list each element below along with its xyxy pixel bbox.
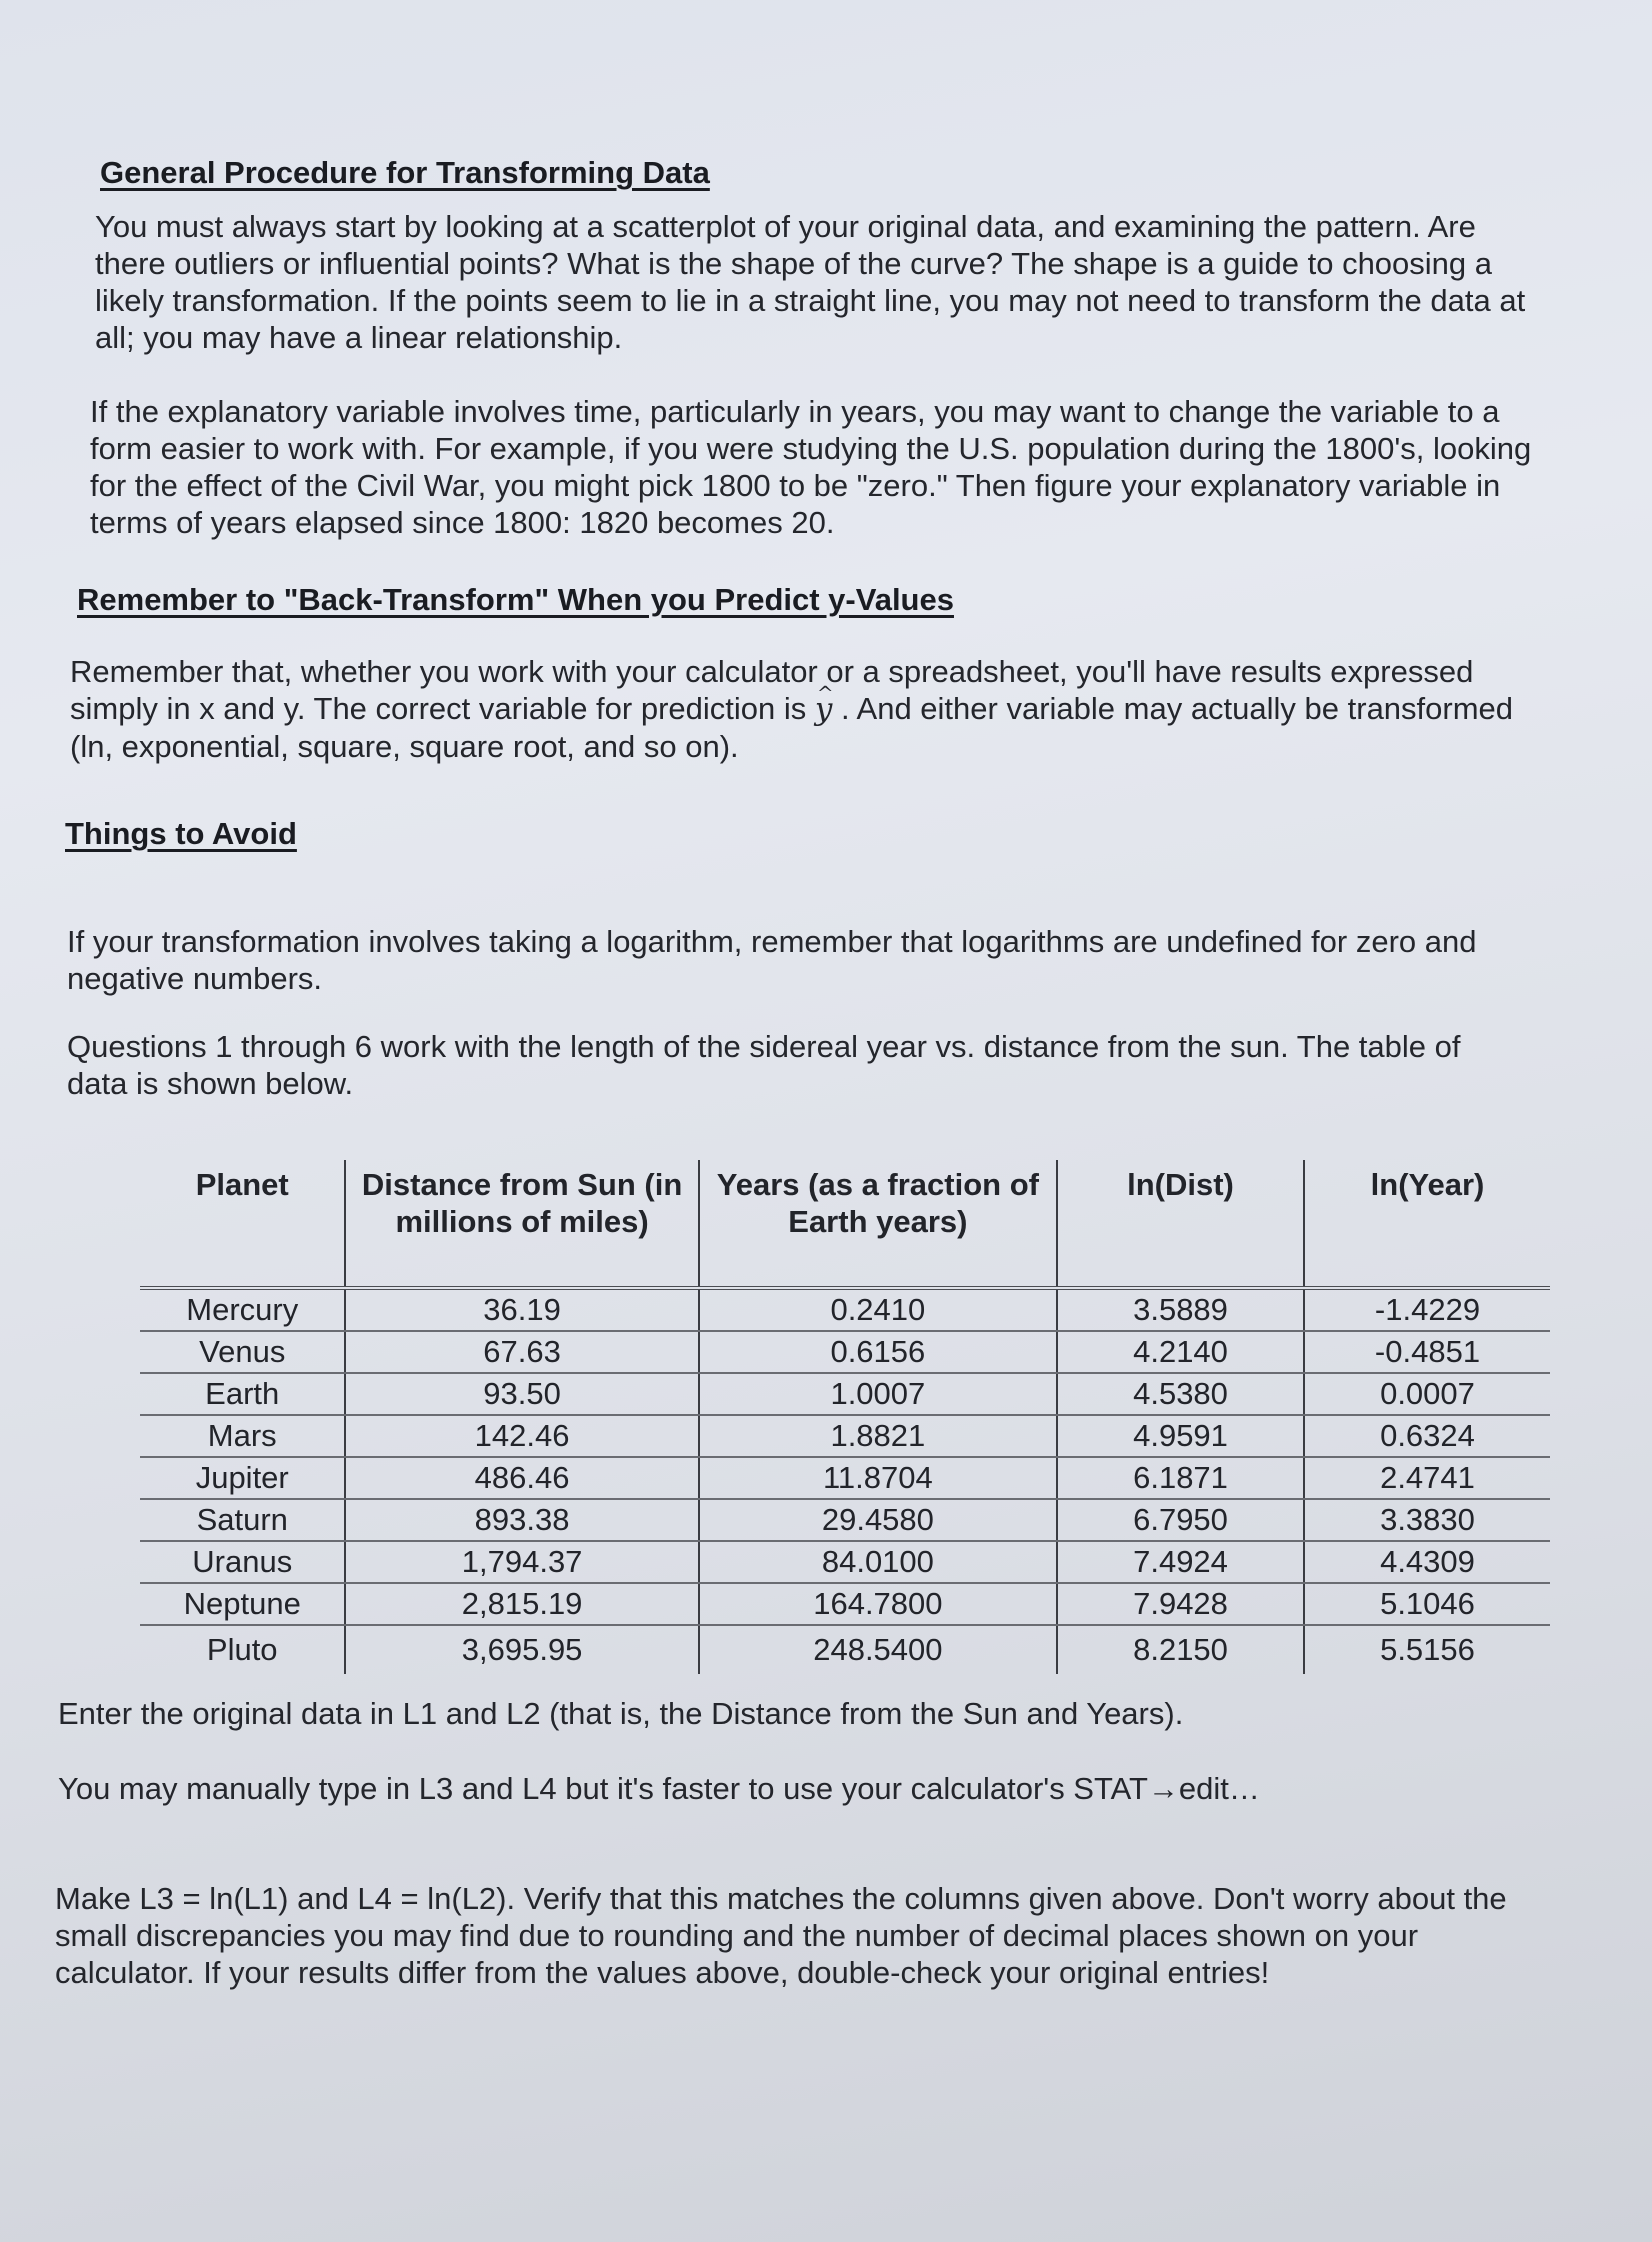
header-planet: Planet <box>195 1167 289 1202</box>
cell-ln-dist: 7.9428 <box>1057 1583 1304 1625</box>
cell-years: 1.0007 <box>699 1373 1057 1415</box>
cell-ln-year: -1.4229 <box>1304 1288 1550 1331</box>
cell-distance: 142.46 <box>345 1415 698 1457</box>
planet-data-table <box>140 1160 1550 1674</box>
cell-distance: 1,794.37 <box>345 1541 698 1583</box>
cell-years: 11.8704 <box>699 1457 1057 1499</box>
cell-ln-year: 4.4309 <box>1304 1541 1550 1583</box>
table-row <box>140 1373 1550 1415</box>
cell-ln-year: 5.5156 <box>1304 1625 1550 1674</box>
back-transform-text-end: . And either variable may actually be transformed (ln, exponential, square, square root, and so on). <box>70 691 1514 764</box>
paragraph-back-transform <box>70 653 1530 765</box>
cell-ln-dist: 7.4924 <box>1057 1541 1304 1583</box>
cell-ln-year: 5.1046 <box>1304 1583 1550 1625</box>
back-transform-text-start: Remember that, whether you work with your calculator or a spreadsheet, you'll have results expressed simply in x and y. The correct variable for prediction is <box>70 654 1474 726</box>
cell-ln-year: 0.6324 <box>1304 1415 1550 1457</box>
paragraph-scatterplot: You must always start by looking at a scatterplot of your original data, and examining the pattern. Are there outliers or influential points? What is the shape of the curve? The shape is a guide to choosing a likely transformation. If the points seem to lie in a straight line, you may not need to transform the data at all; you may have a linear relationship. <box>95 209 1526 355</box>
table-row <box>140 1288 1550 1331</box>
cell-ln-dist: 4.2140 <box>1057 1331 1304 1373</box>
cell-distance: 67.63 <box>345 1331 698 1373</box>
cell-ln-dist: 6.7950 <box>1057 1499 1304 1541</box>
heading-general-procedure: General Procedure for Transforming Data <box>100 155 710 190</box>
header-ln-year: ln(Year) <box>1304 1160 1550 1288</box>
cell-years: 248.5400 <box>699 1625 1057 1674</box>
cell-planet: Mercury <box>140 1288 345 1331</box>
table-row <box>140 1331 1550 1373</box>
cell-distance: 93.50 <box>345 1373 698 1415</box>
cell-ln-year: 2.4741 <box>1304 1457 1550 1499</box>
cell-ln-year: 3.3830 <box>1304 1499 1550 1541</box>
header-years: Years (as a fraction of Earth years) <box>699 1160 1057 1288</box>
cell-planet: Uranus <box>140 1541 345 1583</box>
cell-planet: Jupiter <box>140 1457 345 1499</box>
cell-ln-year: -0.4851 <box>1304 1331 1550 1373</box>
cell-planet: Earth <box>140 1373 345 1415</box>
cell-planet: Neptune <box>140 1583 345 1625</box>
table-row <box>140 1415 1550 1457</box>
cell-years: 164.7800 <box>699 1583 1057 1625</box>
cell-distance: 2,815.19 <box>345 1583 698 1625</box>
cell-years: 0.2410 <box>699 1288 1057 1331</box>
table-row <box>140 1541 1550 1583</box>
table-row <box>140 1457 1550 1499</box>
paragraph-enter-data: Enter the original data in L1 and L2 (that is, the Distance from the Sun and Years). <box>58 1696 1184 1731</box>
heading-things-to-avoid: Things to Avoid <box>65 816 297 851</box>
cell-distance: 36.19 <box>345 1288 698 1331</box>
paragraph-questions-intro: Questions 1 through 6 work with the length of the sidereal year vs. distance from the sun. The table of data is shown below. <box>67 1029 1461 1101</box>
header-ln-dist: ln(Dist) <box>1057 1160 1304 1288</box>
cell-planet: Mars <box>140 1415 345 1457</box>
cell-planet: Venus <box>140 1331 345 1373</box>
cell-planet: Pluto <box>206 1632 278 1667</box>
paragraph-explanatory-variable: If the explanatory variable involves time, particularly in years, you may want to change the variable to a form easier to work with. For example, if you were studying the U.S. population during the 1800's, looking for the effect of the Civil War, you might pick 1800 to be "zero." Then figure your explanatory variable in terms of years elapsed since 1800: 1820 becomes 20. <box>90 394 1532 540</box>
cell-years: 1.8821 <box>699 1415 1057 1457</box>
cell-ln-dist: 8.2150 <box>1057 1625 1304 1674</box>
paragraph-logarithm: If your transformation involves taking a logarithm, remember that logarithms are undefined for zero and negative numbers. <box>67 924 1477 996</box>
paragraph-stat-edit: You may manually type in L3 and L4 but it's faster to use your calculator's STAT→edit… <box>58 1771 1260 1806</box>
cell-distance: 893.38 <box>345 1499 698 1541</box>
cell-ln-dist: 4.5380 <box>1057 1373 1304 1415</box>
cell-years: 84.0100 <box>699 1541 1057 1583</box>
y-hat-symbol: ^ y <box>815 691 833 727</box>
cell-planet: Saturn <box>140 1499 345 1541</box>
document-page <box>55 130 1595 2190</box>
table-row <box>140 1583 1550 1625</box>
header-distance: Distance from Sun (in millions of miles) <box>345 1160 698 1288</box>
heading-back-transform: Remember to "Back-Transform" When you Predict y-Values <box>77 582 954 617</box>
table-row <box>140 1499 1550 1541</box>
cell-ln-dist: 3.5889 <box>1057 1288 1304 1331</box>
cell-ln-dist: 6.1871 <box>1057 1457 1304 1499</box>
cell-distance: 486.46 <box>345 1457 698 1499</box>
table-header-row <box>140 1160 1550 1288</box>
cell-ln-year: 0.0007 <box>1304 1373 1550 1415</box>
paragraph-verify-columns: Make L3 = ln(L1) and L4 = ln(L2). Verify that this matches the columns given above. Don't worry about the small discrepancies you may find due to rounding and the number of decimal places shown on your calculator. If your results differ from the values above, double-check your original entries! <box>55 1881 1507 1990</box>
table-row <box>140 1625 1550 1674</box>
cell-distance: 3,695.95 <box>345 1625 698 1674</box>
cell-years: 29.4580 <box>699 1499 1057 1541</box>
cell-ln-dist: 4.9591 <box>1057 1415 1304 1457</box>
cell-years: 0.6156 <box>699 1331 1057 1373</box>
